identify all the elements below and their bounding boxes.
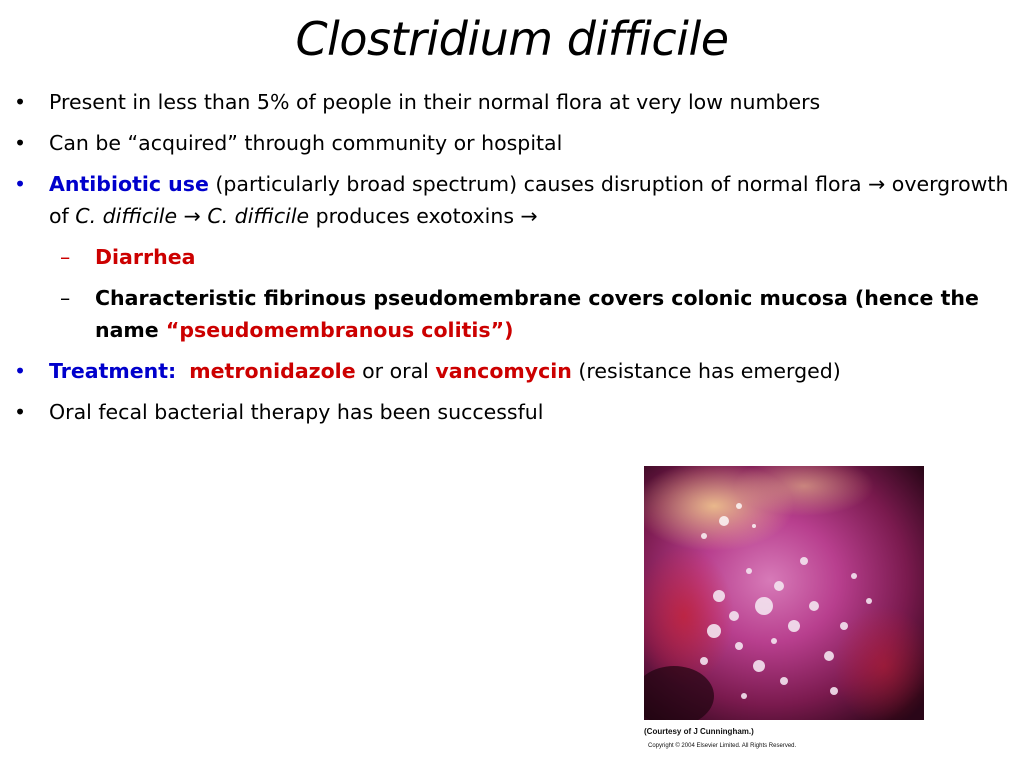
sub-bullet-text: Characteristic fibrinous pseudomembrane covers colonic mucosa (hence the name [95,286,979,342]
treatment-label: Treatment: [49,359,177,383]
antibiotic-use-label: Antibiotic use [49,172,209,196]
sub-bullet-diarrhea [14,241,1009,273]
bullet-text: → [177,204,208,228]
bullet-item [14,127,1009,159]
colitis-term: “pseudomembranous colitis”) [165,318,514,342]
bullet-marker: • [14,172,27,196]
image-caption: (Courtesy of J Cunningham.) [644,727,754,736]
bullet-item [14,86,1009,118]
bullet-marker: • [14,359,27,383]
bullet-text: (resistance has emerged) [571,359,841,383]
sub-bullet-pseudomembrane [14,282,1009,346]
bullet-marker: • [14,400,27,424]
bullet-marker: • [14,90,27,114]
drug-name-vancomycin: vancomycin [435,359,572,383]
bullet-text: or oral [355,359,436,383]
bullet-text: Oral fecal bacterial therapy has been successful [49,400,544,424]
bullet-item [14,396,1009,428]
image-copyright: Copyright © 2004 Elsevier Limited. All Rights Reserved. [648,743,797,749]
bullet-item-treatment [14,355,1009,387]
bullet-text: Present in less than 5% of people in their normal flora at very low numbers [49,90,821,114]
dash-marker: – [60,286,71,310]
sub-bullet-text: Diarrhea [95,245,196,269]
bullet-text: (particularly broad spectrum) causes disruption of normal flora → overgrowth of [49,172,1009,228]
endoscopy-photo [644,466,924,720]
bullet-marker: • [14,131,27,155]
bullet-text: Can be “acquired” through community or hospital [49,131,563,155]
endoscopy-image [644,466,924,720]
organism-name: C. difficile [75,204,178,228]
bullet-list [14,86,1009,437]
dash-marker: – [60,245,71,269]
bullet-text: produces exotoxins → [309,204,538,228]
organism-name: C. difficile [207,204,310,228]
slide-title: Clostridium difficile [295,12,729,66]
drug-name-metronidazole: metronidazole [189,359,356,383]
bullet-item-antibiotic [14,168,1009,232]
